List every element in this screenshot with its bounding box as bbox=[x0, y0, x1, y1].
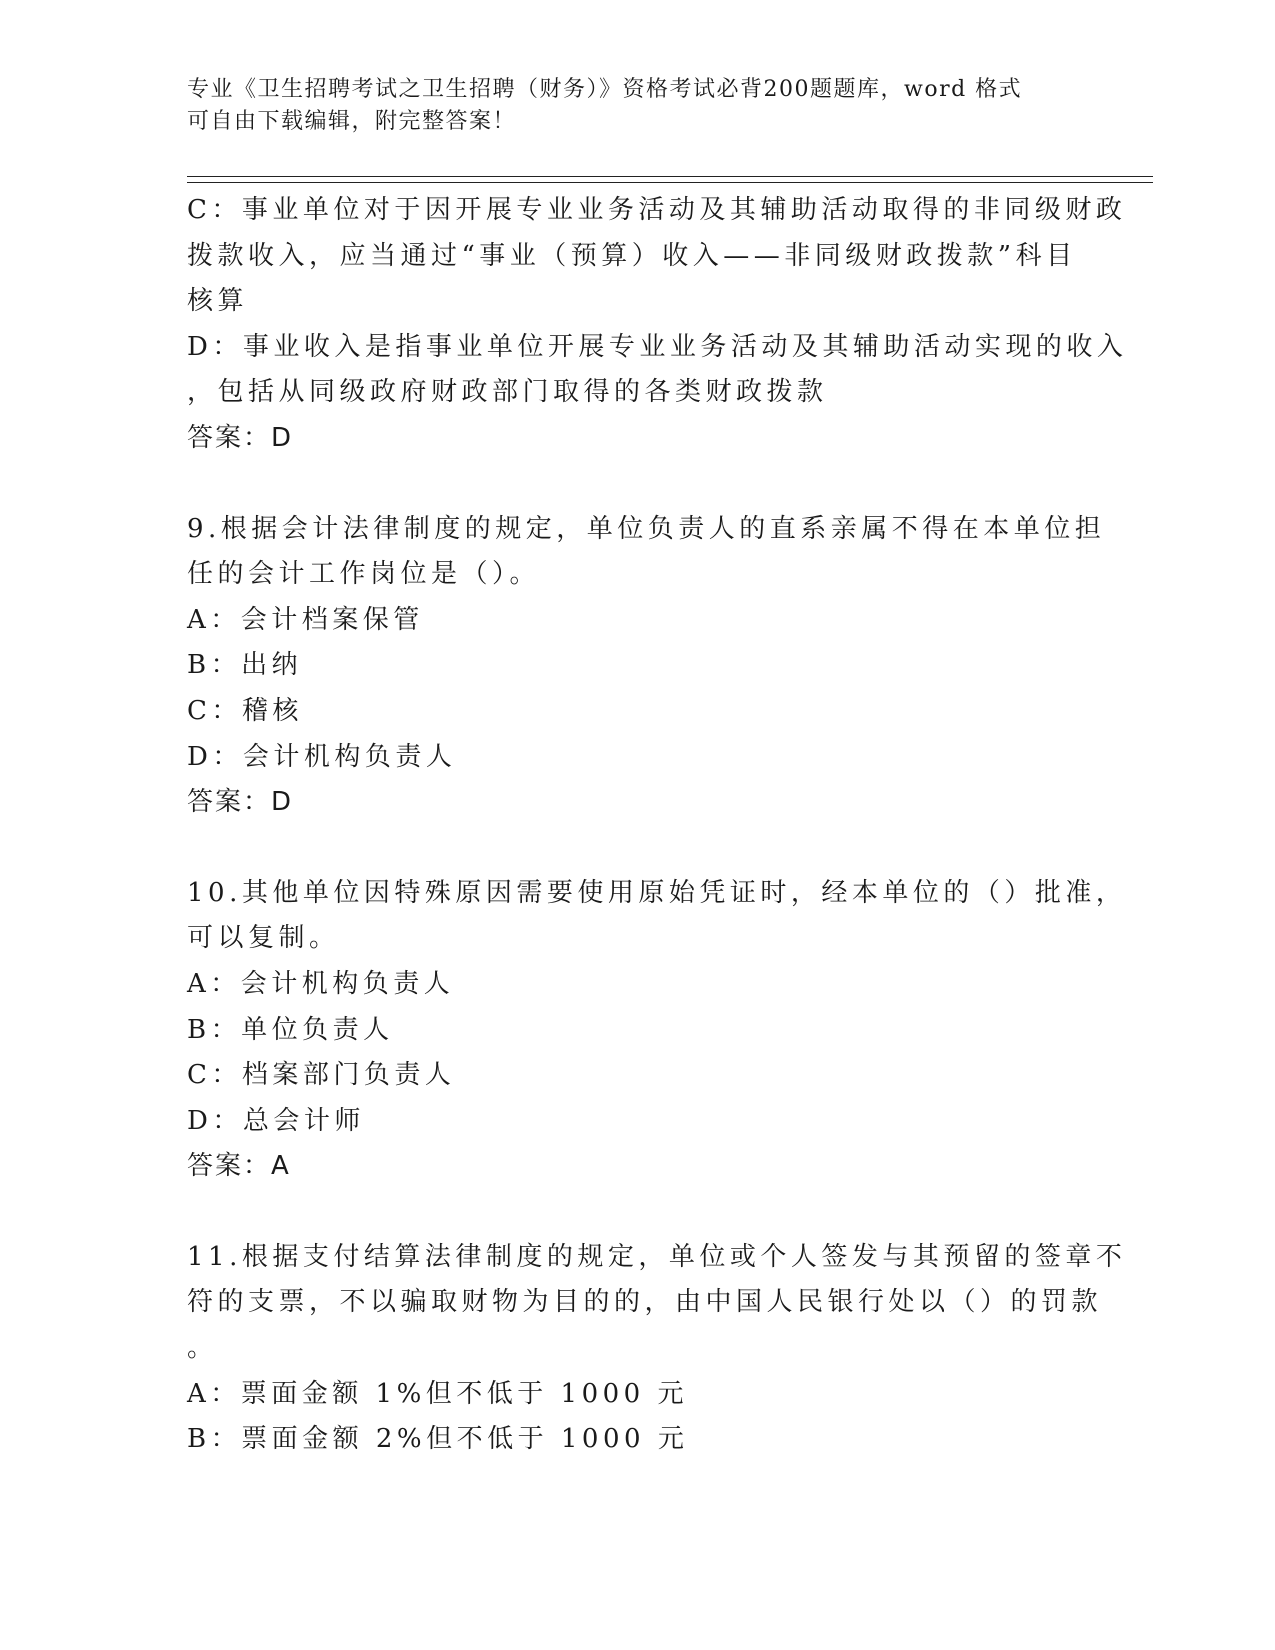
header-line-1: 专业《卫生招聘考试之卫生招聘（财务）》资格考试必背200题题库，word 格式 bbox=[187, 77, 1023, 102]
answer-line: 答案：A bbox=[187, 1151, 291, 1182]
option-d-line-2: ，包括从同级政府财政部门取得的各类财政拨款 bbox=[187, 377, 828, 408]
option-c: C：档案部门负责人 bbox=[187, 1060, 456, 1091]
answer-line: 答案：D bbox=[187, 787, 294, 818]
header-line-2: 可自由下载编辑，附完整答案！ bbox=[187, 109, 517, 134]
option-a: A：会计档案保管 bbox=[187, 604, 424, 635]
option-c-line-1: C：事业单位对于因开展专业业务活动及其辅助活动取得的非同级财政 bbox=[187, 195, 1127, 225]
question-stem-line-1: 11.根据支付结算法律制度的规定，单位或个人签发与其预留的签章不 bbox=[187, 1241, 1127, 1272]
option-d-line-1: D：事业收入是指事业单位开展专业业务活动及其辅助活动实现的收入 bbox=[187, 331, 1128, 362]
option-a: A：票面金额 1%但不低于 1000 元 bbox=[187, 1378, 688, 1409]
option-c-line-2: 拨款收入，应当通过“事业（预算）收入——非同级财政拨款”科目 bbox=[187, 240, 1077, 271]
answer-line: 答案：D bbox=[187, 422, 294, 453]
option-b: B：票面金额 2%但不低于 1000 元 bbox=[187, 1424, 689, 1455]
question-stem-line-2: 可以复制。 bbox=[187, 923, 340, 954]
option-c-line-3: 核算 bbox=[187, 286, 249, 317]
question-stem-line-1: 9.根据会计法律制度的规定，单位负责人的直系亲属不得在本单位担 bbox=[187, 513, 1106, 544]
document-header bbox=[187, 74, 1067, 138]
question-10 bbox=[187, 871, 1127, 1190]
question-content bbox=[187, 188, 1128, 1463]
option-b: B：出纳 bbox=[187, 650, 303, 681]
question-11 bbox=[187, 1235, 1127, 1463]
option-c: C：稽核 bbox=[187, 695, 303, 726]
header-divider-bottom bbox=[187, 182, 1153, 183]
option-b: B：单位负责人 bbox=[187, 1014, 394, 1045]
header-divider-top bbox=[187, 176, 1153, 177]
option-a: A：会计机构负责人 bbox=[187, 968, 455, 999]
question-8-tail bbox=[187, 188, 1128, 462]
question-stem-line-2: 符的支票，不以骗取财物为目的的，由中国人民银行处以（）的罚款 bbox=[187, 1287, 1103, 1318]
option-d: D：总会计师 bbox=[187, 1105, 365, 1136]
option-d: D：会计机构负责人 bbox=[187, 741, 457, 772]
question-9 bbox=[187, 507, 1106, 826]
question-stem-line-2: 任的会计工作岗位是（）。 bbox=[187, 559, 541, 590]
question-stem-line-1: 10.其他单位因特殊原因需要使用原始凭证时，经本单位的（）批准， bbox=[187, 877, 1127, 908]
question-stem-line-3: 。 bbox=[187, 1333, 218, 1364]
